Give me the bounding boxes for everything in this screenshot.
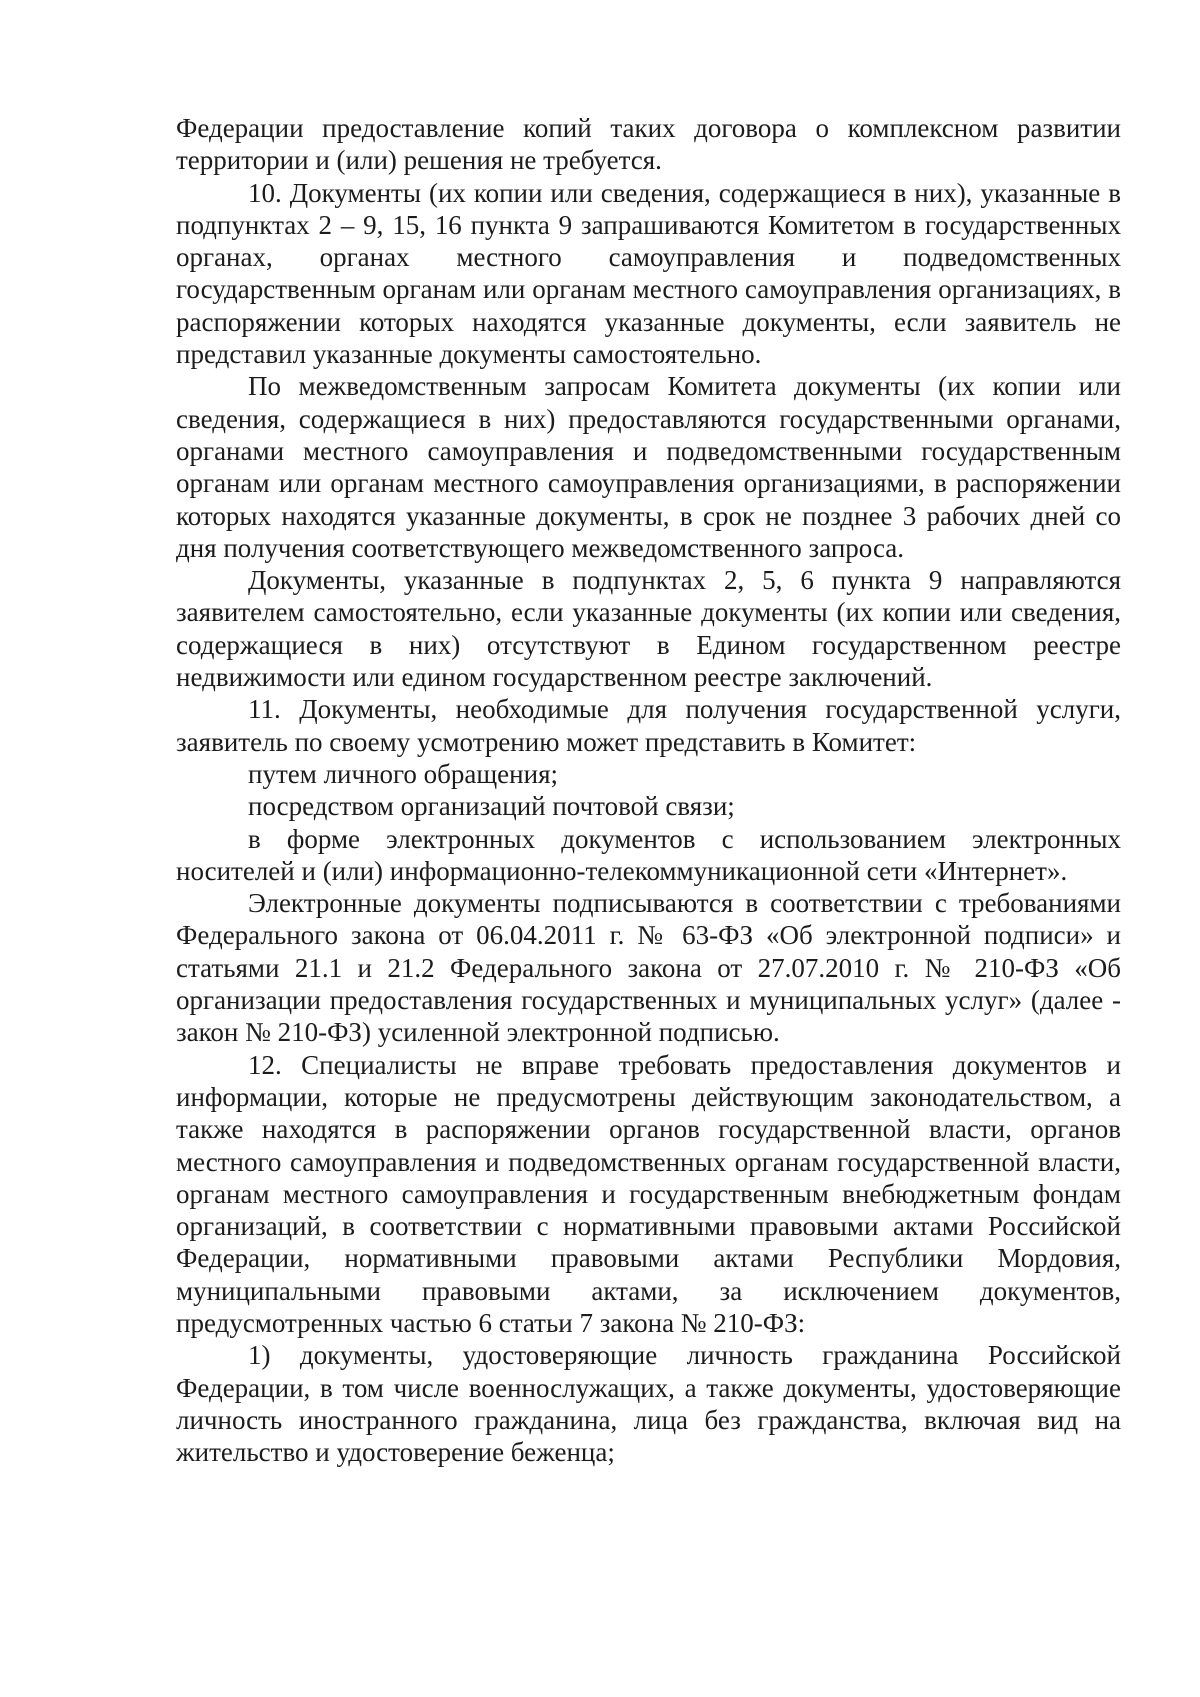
paragraph-item-12: 12. Специалисты не вправе требовать предоставления документов и информации, которые не предусмотрены действующим законодательством, а также находятся в распоряжении органов государственной власти, органов местного самоуправления и подведомственных органам государственной власти, органам местного самоуправления и государственным внебюджетным фондам организаций, в соответствии с нормативными правовыми актами Российской Федерации, нормативными правовыми актами Республики Мордовия, муниципальными правовыми актами, за исключением документов, предусмотренных частью 6 статьи 7 закона № 210-ФЗ:	[176, 1049, 1121, 1338]
paragraph-method-post: посредством организаций почтовой связи;	[248, 791, 735, 822]
paragraph-electronic-signature: Электронные документы подписываются в соответствии с требованиями Федерального закона от 06.04.2011 г. № 63-ФЗ «Об электронной подписи» и статьями 21.1 и 21.2 Федерального закона от 27.07.2010 г. № 210-ФЗ «Об организации предоставления государственных и муниципальных услуг» (далее - закон № 210-ФЗ) усиленной электронной подписью.	[176, 888, 1121, 1048]
paragraph-interagency-requests: По межведомственным запросам Комитета документы (их копии или сведения, содержащиеся в них) предоставляются государственными органами, органами местного самоуправления и подведомственными государственным органам или органам местного самоуправления организациями, в распоряжении которых находятся указанные документы, в срок не позднее 3 рабочих дней со дня получения соответствующего межведомственного запроса.	[176, 371, 1121, 563]
paragraph-item-11: 11. Документы, необходимые для получения государственной услуги, заявитель по своему усмотрению может представить в Комитет:	[176, 694, 1121, 757]
paragraph-method-personal: путем личного обращения;	[248, 758, 558, 789]
document-page	[176, 112, 1121, 1468]
paragraph-method-electronic: в форме электронных документов с использованием электронных носителей и (или) информационно-телекоммуникационной сети «Интернет».	[176, 823, 1121, 886]
paragraph-item-10: 10. Документы (их копии или сведения, содержащиеся в них), указанные в подпунктах 2 – 9, 15, 16 пункта 9 запрашиваются Комитетом в государственных органах, органах местного самоуправления и подведомственных государственным органам или органам местного самоуправления организациях, в распоряжении которых находятся указанные документы, если заявитель не представил указанные документы самостоятельно.	[176, 177, 1121, 370]
paragraph-continuation: Федерации предоставление копий таких договора о комплексном развитии территории и (или) решения не требуется.	[176, 113, 1121, 176]
paragraph-applicant-documents: Документы, указанные в подпунктах 2, 5, 6 пункта 9 направляются заявителем самостоятельно, если указанные документы (их копии или сведения, содержащиеся в них) отсутствуют в Едином государственном реестре недвижимости или едином государственном реестре заключений.	[176, 565, 1121, 693]
paragraph-subitem-1: 1) документы, удостоверяющие личность гражданина Российской Федерации, в том числе военнослужащих, а также документы, удостоверяющие личность иностранного гражданина, лица без гражданства, включая вид на жительство и удостоверение беженца;	[176, 1340, 1121, 1468]
